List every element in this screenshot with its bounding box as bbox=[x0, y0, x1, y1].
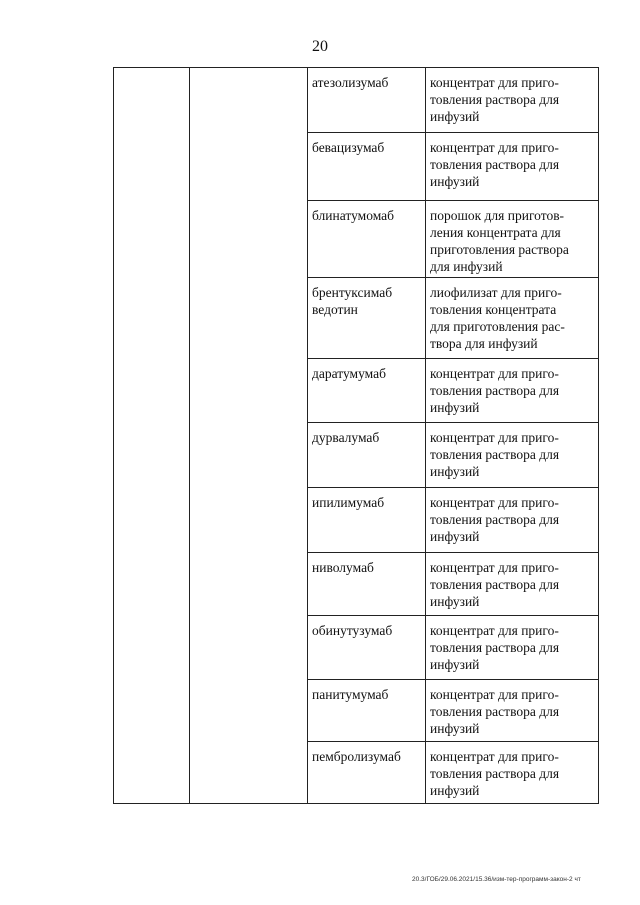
drug-table bbox=[113, 67, 599, 804]
dosage-form-cell: концентрат для приго- товления раствора для инфузий bbox=[426, 616, 599, 680]
drug-name-cell: панитумумаб bbox=[308, 680, 426, 742]
drug-name-cell: ниволумаб bbox=[308, 553, 426, 616]
empty-group-cell bbox=[114, 68, 190, 804]
dosage-form-cell: концентрат для приго- товления раствора для инфузий bbox=[426, 742, 599, 804]
drug-name-cell: ипилимумаб bbox=[308, 488, 426, 553]
dosage-form-cell: концентрат для приго- товления раствора для инфузий bbox=[426, 68, 599, 133]
drug-name-cell: даратумумаб bbox=[308, 359, 426, 423]
page-number: 20 bbox=[312, 38, 328, 55]
dosage-form-cell: концентрат для приго- товления раствора для инфузий bbox=[426, 553, 599, 616]
empty-code-cell bbox=[190, 68, 308, 804]
drug-name-cell: блинатумомаб bbox=[308, 201, 426, 278]
drug-table-body bbox=[114, 68, 599, 804]
dosage-form-cell: концентрат для приго- товления раствора для инфузий bbox=[426, 680, 599, 742]
dosage-form-cell: концентрат для приго- товления раствора для инфузий bbox=[426, 359, 599, 423]
dosage-form-cell: лиофилизат для приго- товления концентрата для приготовления рас- твора для инфузий bbox=[426, 278, 599, 359]
dosage-form-cell: концентрат для приго- товления раствора для инфузий bbox=[426, 423, 599, 488]
drug-name-cell: дурвалумаб bbox=[308, 423, 426, 488]
dosage-form-cell: концентрат для приго- товления раствора для инфузий bbox=[426, 488, 599, 553]
dosage-form-cell: концентрат для приго- товления раствора для инфузий bbox=[426, 133, 599, 201]
table-row bbox=[114, 68, 599, 133]
dosage-form-cell: порошок для приготов- ления концентрата для приготовления раствора для инфузий bbox=[426, 201, 599, 278]
drug-name-cell: бевацизумаб bbox=[308, 133, 426, 201]
drug-name-cell: обинутузумаб bbox=[308, 616, 426, 680]
drug-name-cell: пембролизумаб bbox=[308, 742, 426, 804]
footer-document-code: 20.3/ГОБ/29.06.2021/15.36/изм-тер-программ-закон-2 чт bbox=[412, 876, 581, 883]
drug-name-cell: атезолизумаб bbox=[308, 68, 426, 133]
drug-name-cell: брентуксимаб ведотин bbox=[308, 278, 426, 359]
